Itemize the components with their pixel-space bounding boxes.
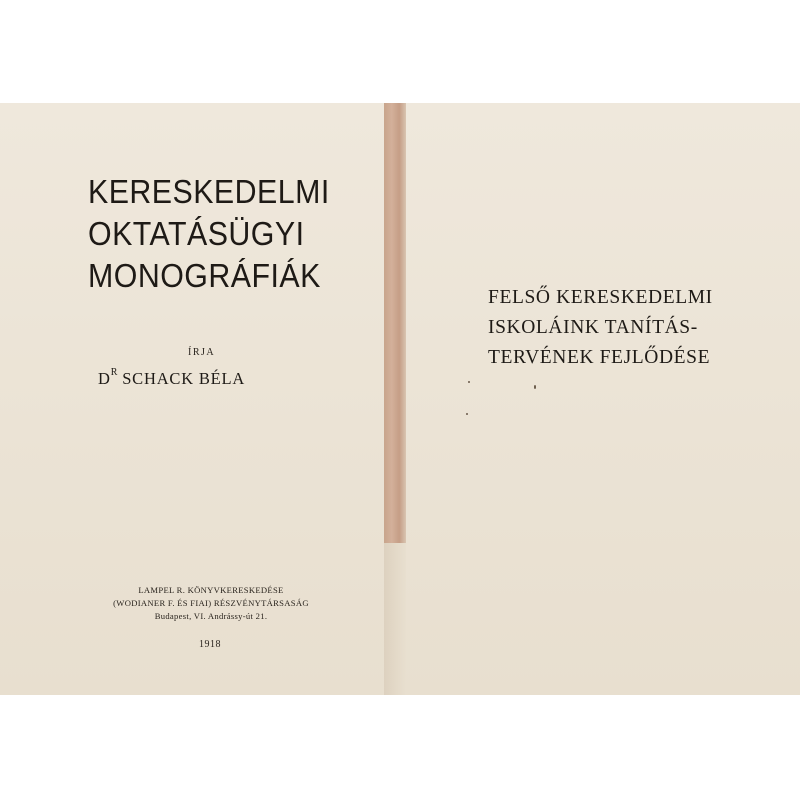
publisher-line: (WODIANER F. ÉS FIAI) RÉSZVÉNYTÁRSASÁG [113,598,309,608]
series-title-line: KERESKEDELMI [88,173,330,210]
publication-year: 1918 [199,639,221,650]
right-page [406,103,800,695]
paper-speck [466,413,468,415]
series-title-line: MONOGRÁFIÁK [88,257,321,294]
left-page [0,103,385,695]
author-prefix-r: R [110,367,119,378]
book-title-line: TERVÉNEK FEJLŐDÉSE [488,347,711,368]
publisher-imprint [100,584,322,623]
book-title-line: ISKOLÁINK TANÍTÁS- [488,317,698,338]
author-prefix [98,369,122,388]
author-line [98,369,318,389]
publisher-line: LAMPEL R. KÖNYVKERESKEDÉSE [138,585,284,595]
book-spine-lower [384,543,406,695]
author-name: SCHACK BÉLA [122,369,246,388]
series-title [88,171,346,297]
book-spread [0,103,800,695]
paper-speck [468,381,470,383]
publisher-line: Budapest, VI. Andrássy-út 21. [154,611,268,621]
byline-label: ÍRJA [188,347,216,358]
book-title-line: FELSŐ KERESKEDELMI [488,287,713,308]
book-title [488,283,748,373]
author-prefix-d: D [98,369,111,388]
paper-speck [534,385,536,389]
series-title-line: OKTATÁSÜGYI [88,215,305,252]
